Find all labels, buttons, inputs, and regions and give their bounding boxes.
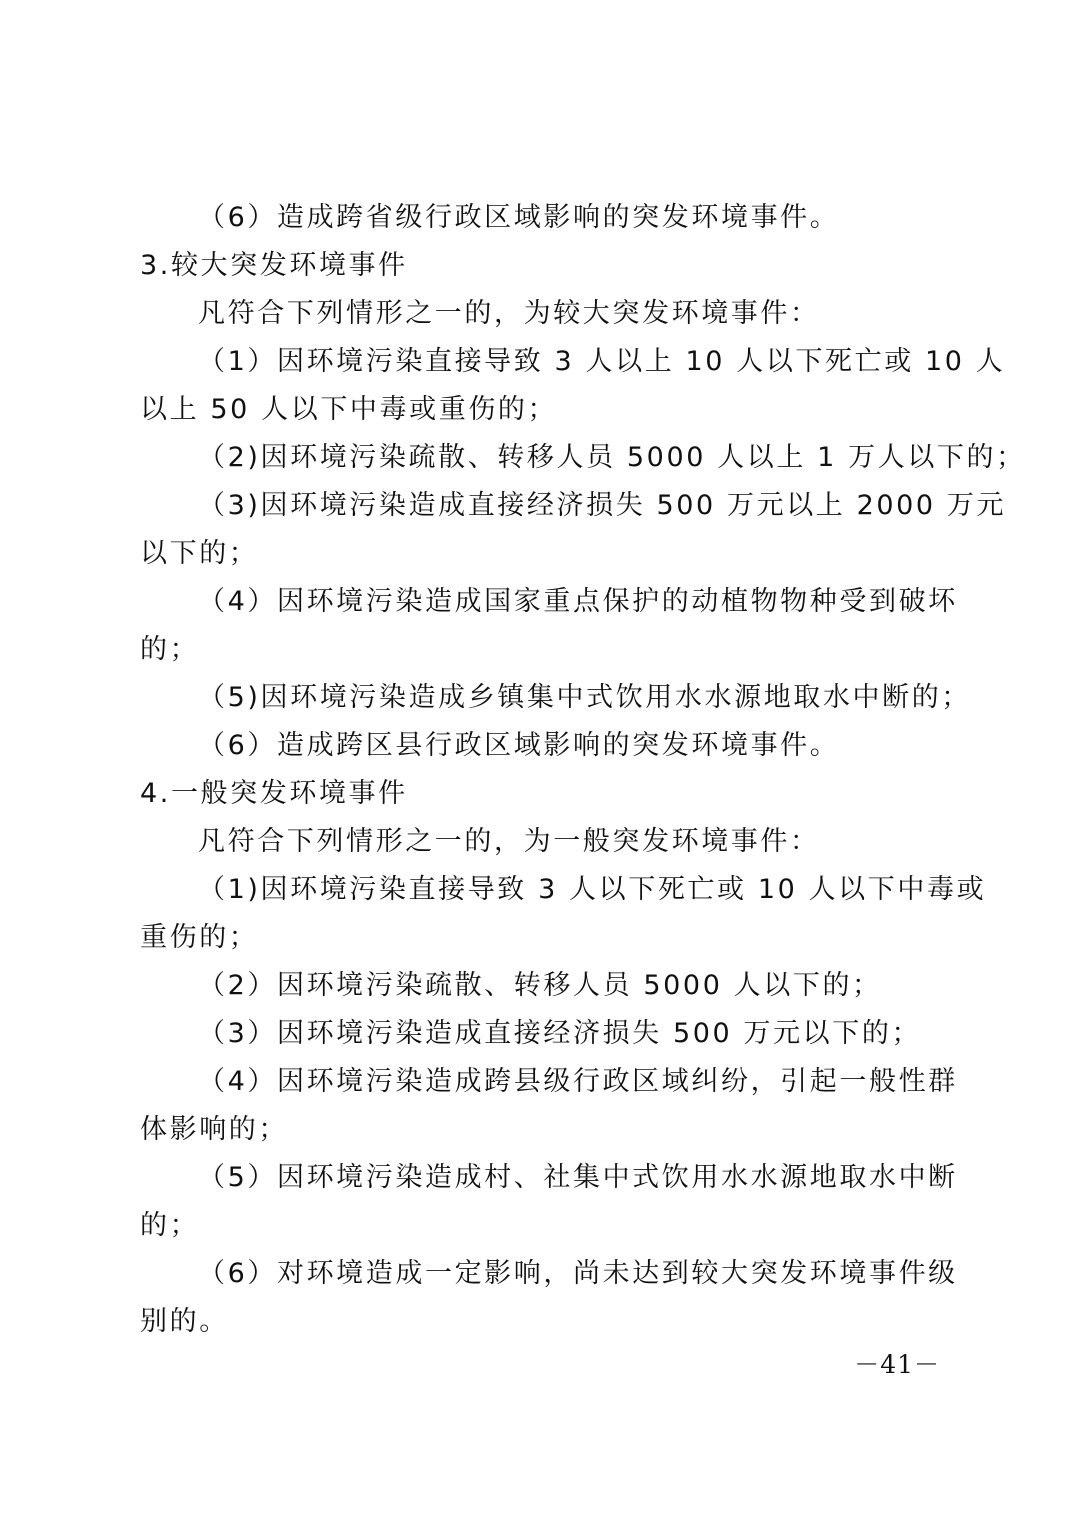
text-line-general-1-part1: （1)因环境污染直接导致 3 人以下死亡或 10 人以下中毒或 bbox=[198, 874, 987, 905]
text-line-major-4-part1: （4）因环境污染造成国家重点保护的动植物物种受到破坏 bbox=[198, 586, 958, 617]
text-line-major-1-part2: 以上 50 人以下中毒或重伤的； bbox=[140, 394, 558, 425]
section-heading-general-event: 4.一般突发环境事件 bbox=[140, 778, 408, 809]
text-line-major-2: （2)因环境污染疏散、转移人员 5000 人以上 1 万人以下的； bbox=[198, 442, 1026, 473]
text-line-general-6-part1: （6）对环境造成一定影响，尚未达到较大突发环境事件级 bbox=[198, 1258, 958, 1289]
text-line-general-2: （2）因环境污染疏散、转移人员 5000 人以下的； bbox=[198, 970, 882, 1001]
text-line-general-1-part2: 重伤的； bbox=[140, 922, 259, 953]
text-line-general-4-part2: 体影响的； bbox=[140, 1114, 288, 1145]
text-line-major-3-part1: （3)因环境污染造成直接经济损失 500 万元以上 2000 万元 bbox=[198, 490, 1007, 521]
text-line-6-provincial-impact: （6）造成跨省级行政区域影响的突发环境事件。 bbox=[198, 202, 840, 233]
text-line-general-5-part1: （5）因环境污染造成村、社集中式饮用水水源地取水中断 bbox=[198, 1162, 958, 1193]
text-line-major-3-part2: 以下的； bbox=[140, 538, 259, 569]
text-line-major-1-part1: （1）因环境污染直接导致 3 人以上 10 人以下死亡或 10 人 bbox=[198, 346, 1006, 377]
text-line-major-5: （5)因环境污染造成乡镇集中式饮用水水源地取水中断的； bbox=[198, 682, 971, 713]
page-number: －41－ bbox=[854, 1350, 940, 1379]
intro-line-general-event: 凡符合下列情形之一的，为一般突发环境事件： bbox=[198, 826, 820, 857]
text-line-general-6-part2: 别的。 bbox=[140, 1306, 229, 1337]
text-line-major-6: （6）造成跨区县行政区域影响的突发环境事件。 bbox=[198, 730, 840, 761]
text-line-general-5-part2: 的； bbox=[140, 1210, 200, 1241]
text-line-general-4-part1: （4）因环境污染造成跨县级行政区域纠纷，引起一般性群 bbox=[198, 1066, 958, 1097]
section-heading-major-event: 3.较大突发环境事件 bbox=[140, 250, 408, 281]
text-line-major-4-part2: 的； bbox=[140, 634, 200, 665]
intro-line-major-event: 凡符合下列情形之一的，为较大突发环境事件： bbox=[198, 298, 820, 329]
text-line-general-3: （3）因环境污染造成直接经济损失 500 万元以下的； bbox=[198, 1018, 922, 1049]
